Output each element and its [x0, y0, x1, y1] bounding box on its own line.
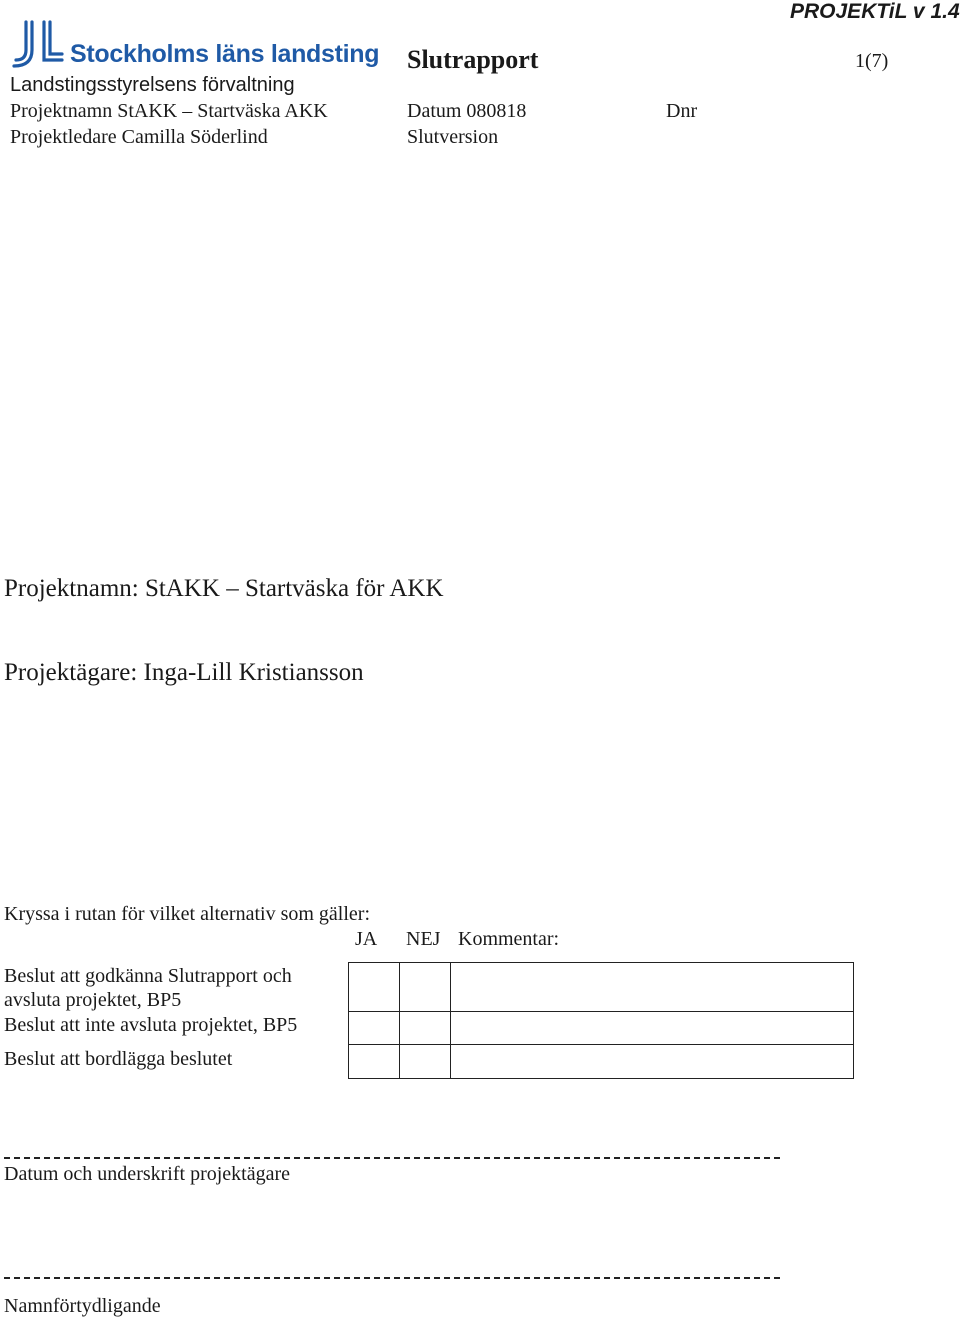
option-not-close: Beslut att inte avsluta projektet, BP5 [4, 1014, 298, 1036]
decision-instruction: Kryssa i rutan för vilket alternativ som gäller: [4, 903, 371, 925]
document-title: Slutrapport [407, 45, 539, 74]
not-close-no-checkbox[interactable] [400, 1012, 451, 1045]
approve-no-checkbox[interactable] [400, 963, 451, 1012]
postpone-yes-checkbox[interactable] [349, 1045, 400, 1079]
header-date: Datum 080818 [407, 100, 527, 122]
column-comment-label: Kommentar: [458, 928, 560, 950]
option-approve-line1: Beslut att godkänna Slutrapport och [4, 965, 292, 987]
column-yes-label: JA [355, 928, 378, 950]
table-row [349, 1012, 854, 1045]
header-version: Slutversion [407, 126, 499, 148]
table-row [349, 963, 854, 1012]
option-postpone: Beslut att bordlägga beslutet [4, 1048, 233, 1070]
not-close-yes-checkbox[interactable] [349, 1012, 400, 1045]
logo-text: Stockholms läns landsting [70, 40, 380, 68]
name-clarification-line[interactable] [4, 1277, 780, 1279]
page-number: 1(7) [855, 50, 889, 72]
organization-name: Landstingsstyrelsens förvaltning [10, 74, 295, 96]
option-approve-line2: avsluta projektet, BP5 [4, 989, 182, 1011]
name-clarification-label: Namnförtydligande [4, 1295, 161, 1317]
column-no-label: NEJ [406, 928, 441, 950]
signature-line[interactable] [4, 1157, 780, 1159]
postpone-comment-field[interactable] [451, 1045, 854, 1079]
signature-label: Datum och underskrift projektägare [4, 1163, 291, 1185]
project-owner: Projektägare: Inga-Lill Kristiansson [4, 659, 364, 686]
not-close-comment-field[interactable] [451, 1012, 854, 1045]
template-version: PROJEKTiL v 1.4 [790, 0, 960, 23]
postpone-no-checkbox[interactable] [400, 1045, 451, 1079]
table-row [349, 1045, 854, 1079]
sll-logo-icon [10, 20, 66, 68]
approve-comment-field[interactable] [451, 963, 854, 1012]
project-name: Projektnamn: StAKK – Startväska för AKK [4, 575, 444, 602]
approve-yes-checkbox[interactable] [349, 963, 400, 1012]
decision-checkbox-table [348, 962, 854, 1079]
dnr-label: Dnr [666, 100, 698, 122]
header-project-name: Projektnamn StAKK – Startväska AKK [10, 100, 328, 122]
header-project-leader: Projektledare Camilla Söderlind [10, 126, 268, 148]
